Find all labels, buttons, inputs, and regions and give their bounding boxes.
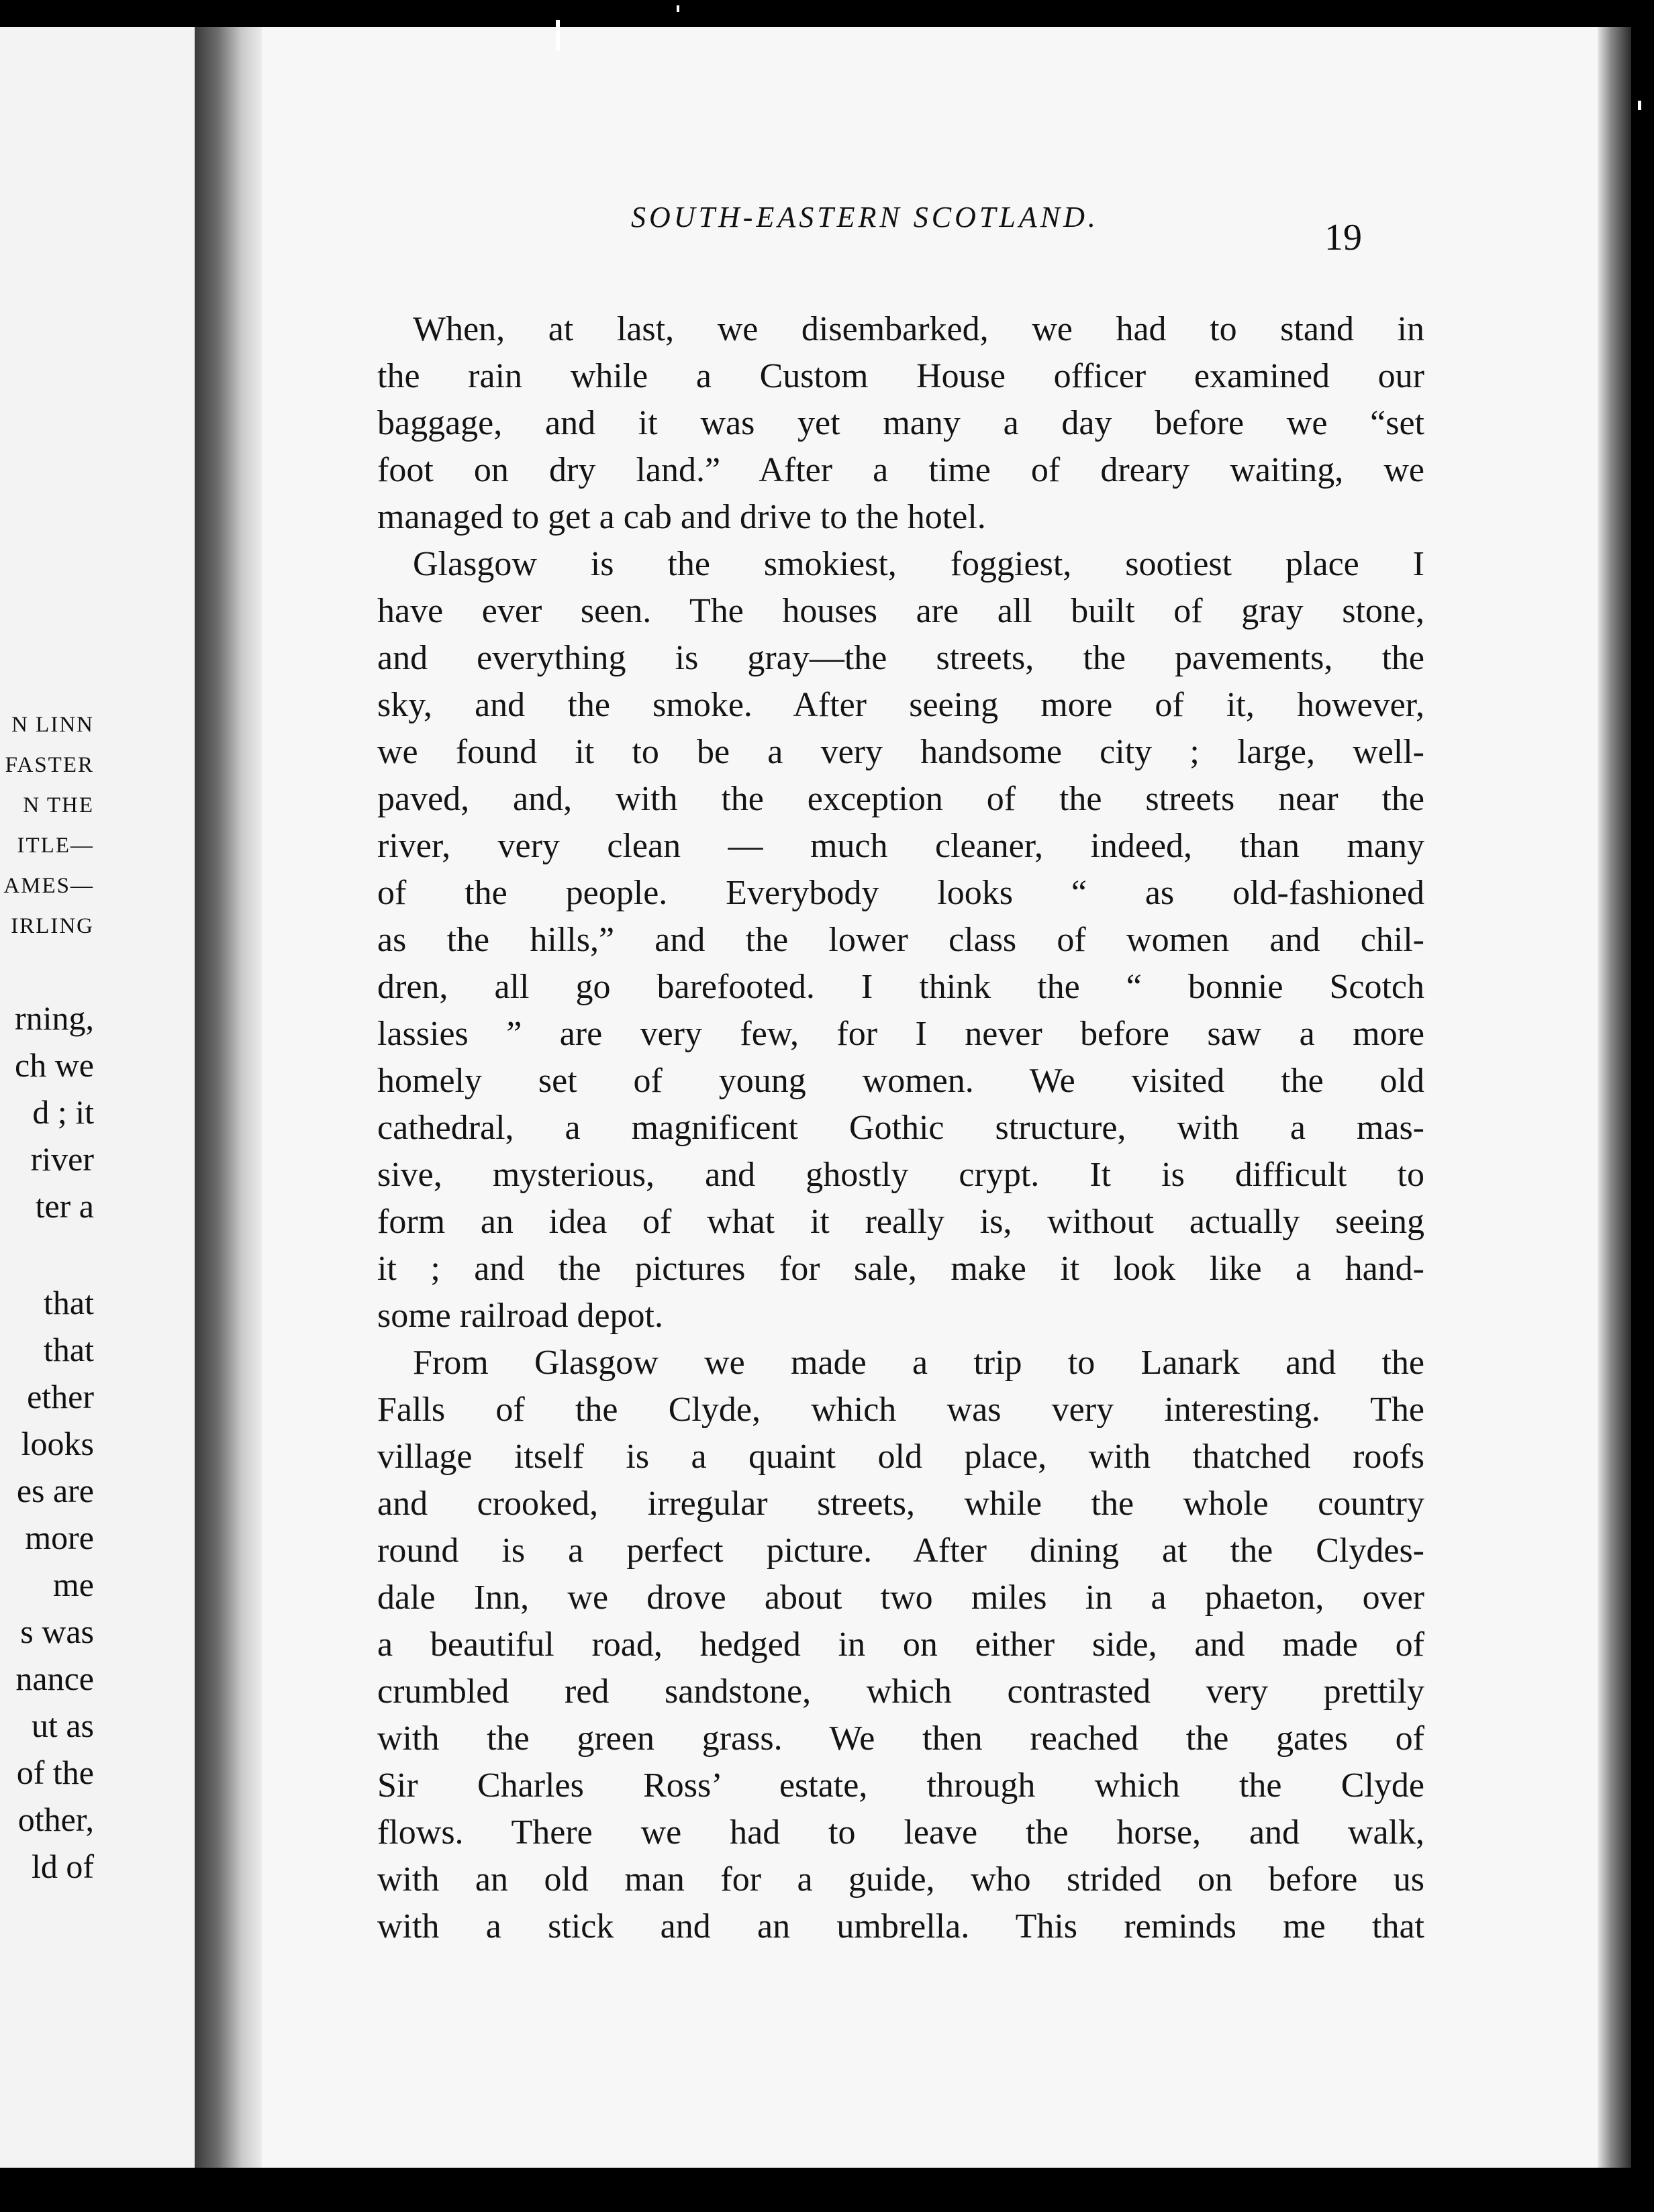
text-line: crumbled red sandstone, which contrasted very prettily (377, 1672, 1424, 1711)
left-text-fragment: of the (16, 1754, 94, 1791)
text-line: it ; and the pictures for sale, make it look like a hand- (377, 1250, 1424, 1288)
text-line: have ever seen. The houses are all built of gray stone, (377, 592, 1424, 630)
left-facing-page (0, 27, 195, 2168)
text-line: and everything is gray—the streets, the pavements, the (377, 639, 1424, 677)
left-text-fragment: rning, (14, 999, 94, 1037)
left-caps-fragment: FASTER (5, 753, 94, 777)
left-text-fragment: ut as (31, 1707, 94, 1744)
text-line: Sir Charles Ross’ estate, through which the Clyde (377, 1766, 1424, 1805)
text-line: we found it to be a very handsome city ; large, well- (377, 733, 1424, 771)
left-text-fragment: nance (15, 1660, 94, 1697)
left-caps-fragment: AMES— (3, 874, 94, 898)
text-line: managed to get a cab and drive to the hotel. (377, 498, 986, 536)
left-text-fragment: d ; it (32, 1093, 94, 1131)
text-line: dale Inn, we drove about two miles in a phaeton, over (377, 1578, 1424, 1617)
left-text-fragment: that (44, 1331, 94, 1368)
left-text-fragment: river (30, 1140, 94, 1178)
text-line: with an old man for a guide, who strided on before us (377, 1860, 1424, 1899)
left-caps-fragment: N LINN (11, 713, 94, 737)
text-line: as the hills,” and the lower class of women and chil- (377, 921, 1424, 959)
text-line: round is a perfect picture. After dining at the Clydes- (377, 1531, 1424, 1570)
left-text-fragment: ch we (15, 1046, 94, 1084)
page-number: 19 (1324, 217, 1362, 258)
left-caps-fragment: ITLE— (17, 834, 94, 858)
text-line: cathedral, a magnificent Gothic structure, with a mas- (377, 1109, 1424, 1147)
text-line: with the green grass. We then reached the gates of (377, 1719, 1424, 1758)
scan-speck (556, 20, 560, 51)
text-line: lassies ” are very few, for I never before saw a more (377, 1015, 1424, 1053)
book-gutter (195, 27, 262, 2168)
text-line: a beautiful road, hedged in on either side, and made of (377, 1625, 1424, 1664)
text-line: form an idea of what it really is, without actually seeing (377, 1203, 1424, 1241)
left-text-fragment: ld of (31, 1848, 94, 1885)
left-text-fragment: looks (21, 1425, 94, 1462)
left-caps-fragment: N THE (23, 793, 94, 817)
left-text-fragment: es are (16, 1472, 94, 1509)
left-caps-fragment: IRLING (11, 914, 94, 938)
left-text-fragment: that (44, 1284, 94, 1321)
text-line: some railroad depot. (377, 1297, 663, 1335)
text-line: paved, and, with the exception of the streets near the (377, 780, 1424, 818)
scan-speck (1638, 101, 1641, 110)
left-text-fragment: s was (20, 1613, 94, 1650)
scan-speck (677, 5, 679, 12)
text-line: When, at last, we disembarked, we had to stand in (413, 310, 1424, 348)
left-text-fragment: ether (27, 1378, 94, 1415)
left-text-fragment: ter a (35, 1187, 94, 1225)
text-line: and crooked, irregular streets, while the whole country (377, 1485, 1424, 1523)
text-line: sky, and the smoke. After seeing more of it, however, (377, 686, 1424, 724)
text-line: the rain while a Custom House officer examined our (377, 357, 1424, 395)
left-text-fragment: more (25, 1519, 94, 1556)
left-text-fragment: me (52, 1566, 94, 1603)
text-line: homely set of young women. We visited the old (377, 1062, 1424, 1100)
text-line: with a stick and an umbrella. This reminds me that (377, 1907, 1424, 1946)
left-text-fragment: other, (17, 1801, 94, 1838)
text-line: village itself is a quaint old place, with thatched roofs (377, 1438, 1424, 1476)
page-edge-shadow (1598, 27, 1631, 2168)
text-line: river, very clean — much cleaner, indeed, than many (377, 827, 1424, 865)
text-line: dren, all go barefooted. I think the “ bonnie Scotch (377, 968, 1424, 1006)
text-line: Glasgow is the smokiest, foggiest, sootiest place I (413, 545, 1424, 583)
text-line: flows. There we had to leave the horse, and walk, (377, 1813, 1424, 1852)
text-line: foot on dry land.” After a time of dreary waiting, we (377, 451, 1424, 489)
text-line: baggage, and it was yet many a day before we “set (377, 404, 1424, 442)
right-page (262, 27, 1598, 2168)
text-line: of the people. Everybody looks “ as old-fashioned (377, 874, 1424, 912)
text-line: Falls of the Clyde, which was very interesting. The (377, 1391, 1424, 1429)
running-title: SOUTH-EASTERN SCOTLAND. (631, 201, 1099, 234)
text-line: sive, mysterious, and ghostly crypt. It is difficult to (377, 1156, 1424, 1194)
text-line: From Glasgow we made a trip to Lanark and the (413, 1344, 1424, 1382)
